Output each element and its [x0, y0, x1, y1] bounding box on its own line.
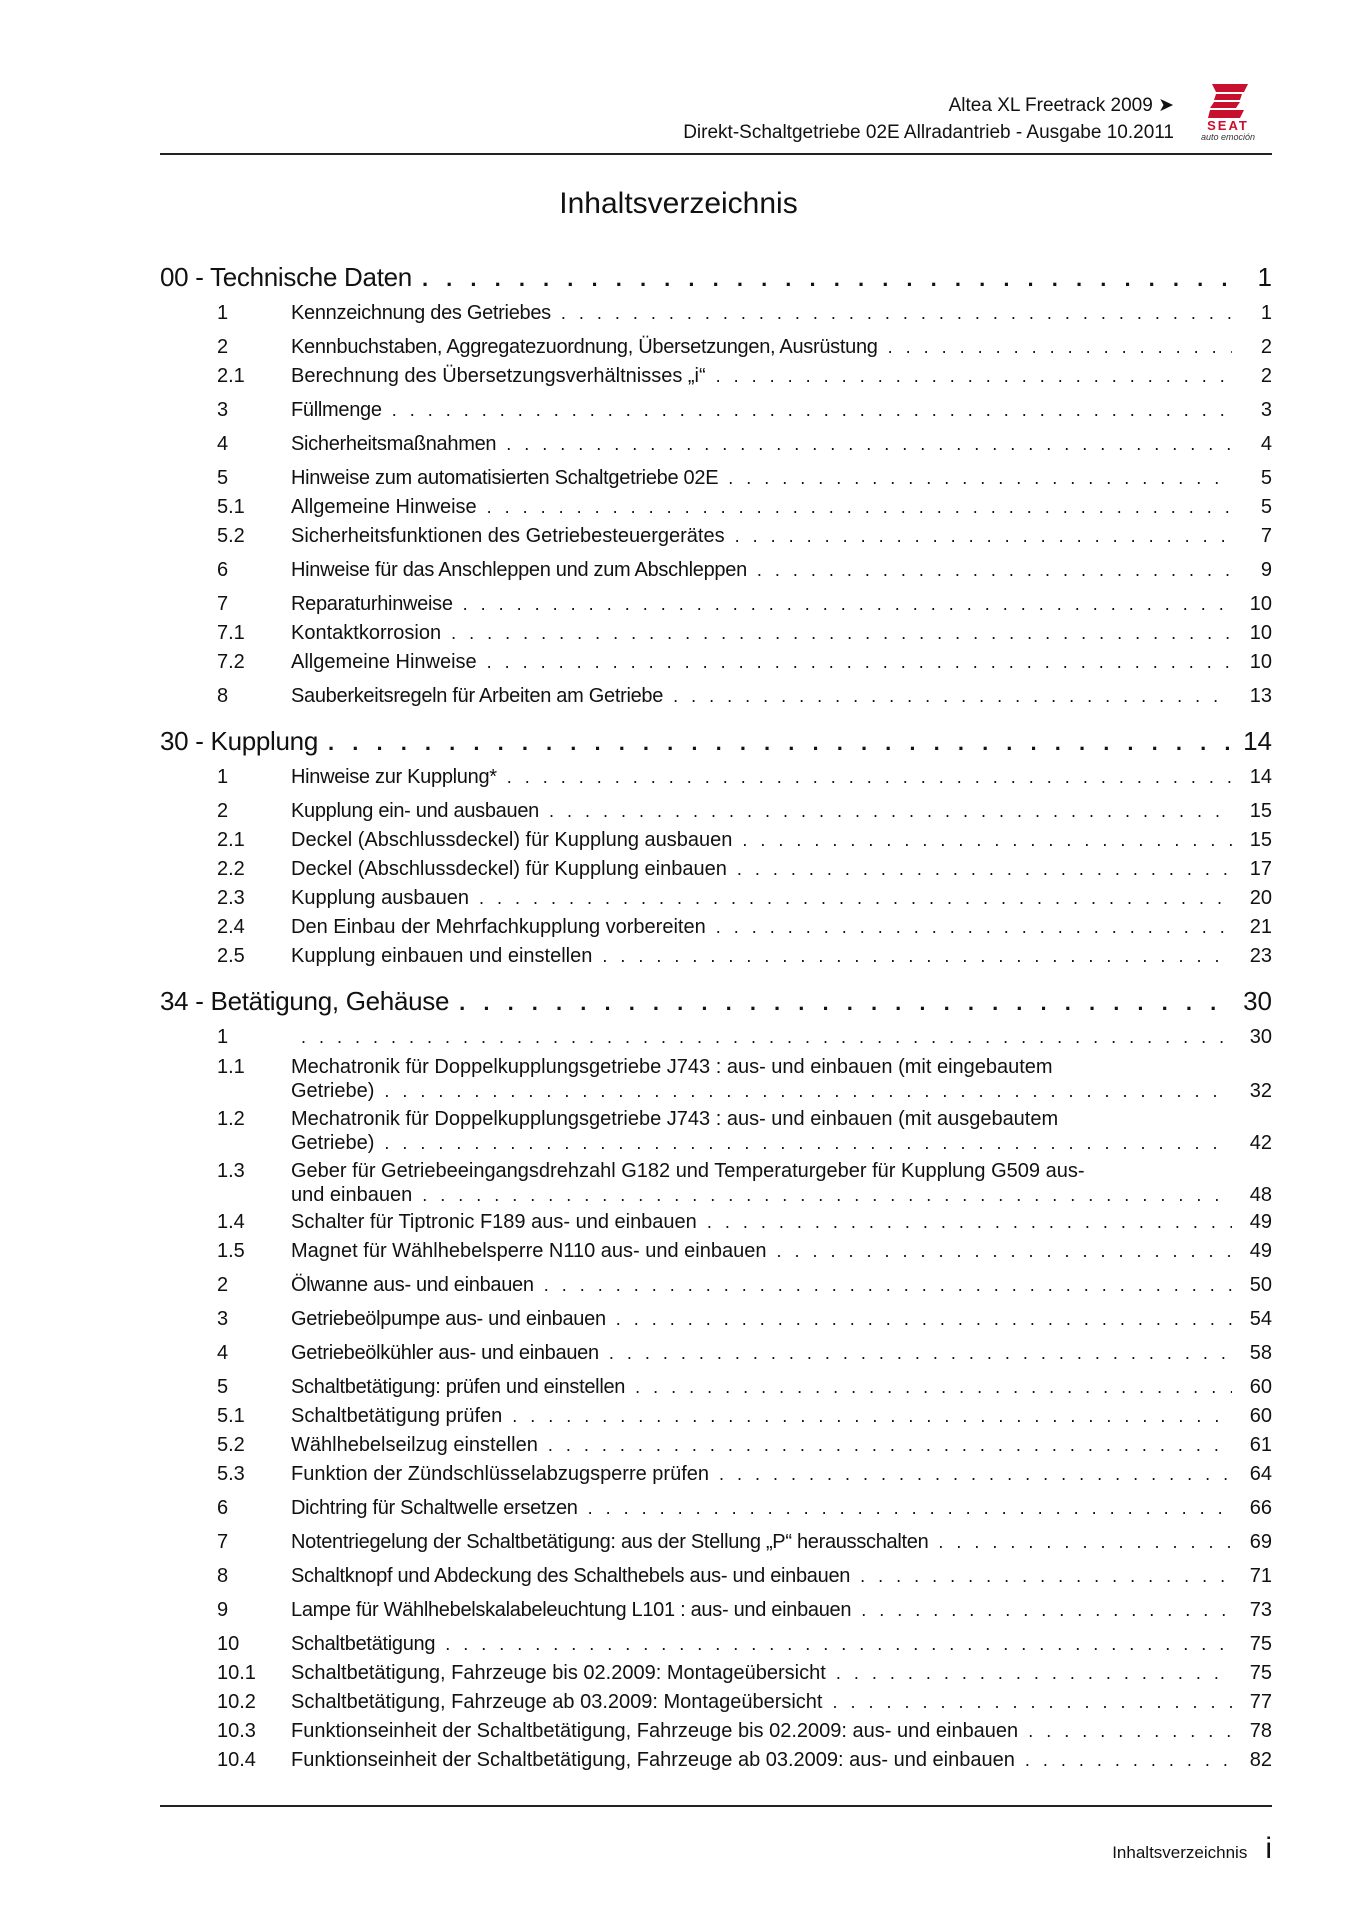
entry-page-number: 4: [1260, 433, 1272, 455]
entry-page-number: 75: [1249, 1662, 1272, 1684]
entry-page-number: 61: [1249, 1434, 1272, 1456]
entry-title-wrap: [291, 1107, 1238, 1155]
entry-page-number: 60: [1249, 1376, 1272, 1398]
entry-title: Schaltknopf und Abdeckung des Schalthebels aus- und einbauen: [291, 1565, 851, 1587]
toc-entry[interactable]: [160, 1342, 1272, 1371]
dot-leader: [487, 652, 1232, 673]
dot-leader: [832, 1692, 1232, 1713]
entry-title: Allgemeine Hinweise: [291, 496, 477, 518]
toc-entry[interactable]: [160, 1376, 1272, 1405]
entry-title: Sicherheitsfunktionen des Getriebesteuergerätes: [291, 525, 725, 547]
entry-page-number: 5: [1260, 496, 1272, 518]
entry-number: 7.2: [217, 651, 245, 673]
toc-entry[interactable]: [160, 1565, 1272, 1594]
entry-title: Hinweise für das Anschleppen und zum Abschleppen: [291, 559, 747, 581]
entry-title: Schaltbetätigung prüfen: [291, 1405, 503, 1427]
entry-page-number: 50: [1249, 1274, 1272, 1296]
toc-entry[interactable]: [160, 1599, 1272, 1628]
entry-title: Kontaktkorrosion: [291, 622, 442, 644]
entry-page-number: 64: [1249, 1463, 1272, 1485]
entry-page-number: 13: [1249, 685, 1272, 707]
page-footer: [1112, 1832, 1272, 1866]
entry-number: 5: [217, 1376, 229, 1398]
toc-entry[interactable]: [160, 766, 1272, 795]
dot-leader: [938, 1532, 1232, 1553]
entry-title: Allgemeine Hinweise: [291, 651, 477, 673]
entry-title: Magnet für Wählhebelsperre N110 aus- und einbauen: [291, 1240, 767, 1262]
toc-entry[interactable]: [160, 1107, 1272, 1159]
footer-divider: [160, 1805, 1272, 1807]
toc-entry[interactable]: [160, 1720, 1272, 1749]
dot-leader: [777, 1241, 1233, 1262]
dot-leader: [737, 859, 1232, 880]
dot-leader: [602, 946, 1232, 967]
dot-leader: [487, 497, 1232, 518]
entry-title: Berechnung des Übersetzungsverhältnisses „i“: [291, 365, 706, 387]
entry-page-number: 9: [1260, 559, 1272, 581]
entry-title: Mechatronik für Doppelkupplungsgetriebe J743 : aus- und einbauen (mit eingebautem: [291, 1056, 1053, 1078]
chapter-title: 30 - Kupplung: [160, 726, 319, 756]
footer-page-number: i: [1265, 1832, 1272, 1865]
dot-leader: [742, 830, 1232, 851]
entry-title: Geber für Getriebeeingangsdrehzahl G182 und Temperaturgeber für Kupplung G509 aus-: [291, 1160, 1085, 1182]
toc-entry[interactable]: [160, 1026, 1272, 1055]
entry-title-continuation-row: [291, 1079, 1238, 1103]
entry-title: Wählhebelseilzug einstellen: [291, 1434, 538, 1456]
toc-entry[interactable]: [160, 1308, 1272, 1337]
seat-logo: [1178, 80, 1278, 142]
entry-page-number: 73: [1249, 1599, 1272, 1621]
dot-leader: [549, 801, 1232, 822]
entry-title: Getriebeölkühler aus- und einbauen: [291, 1342, 599, 1364]
toc-entry[interactable]: [160, 1749, 1272, 1778]
dot-leader: [836, 1663, 1232, 1684]
entry-page-number: 21: [1249, 916, 1272, 938]
entry-number: 1.3: [217, 1160, 245, 1182]
dot-leader: [459, 990, 1232, 1016]
entry-page-number: 10: [1249, 593, 1272, 615]
entry-title: Dichtring für Schaltwelle ersetzen: [291, 1497, 578, 1519]
entry-page-number: 30: [1249, 1026, 1272, 1048]
dot-leader: [728, 468, 1232, 489]
brand-slogan: auto emoción: [1200, 132, 1256, 142]
header-manual-title: Direkt-Schaltgetriebe 02E Allradantrieb - Ausgabe 10.2011: [683, 122, 1174, 143]
dot-leader: [445, 1634, 1232, 1655]
entry-title: Hinweise zur Kupplung*: [291, 766, 497, 788]
dot-leader: [422, 266, 1232, 292]
entry-number: 1: [217, 302, 229, 324]
entry-page-number: 60: [1249, 1405, 1272, 1427]
entry-title: Sicherheitsmaßnahmen: [291, 433, 497, 455]
dot-leader: [635, 1377, 1232, 1398]
toc-entry[interactable]: [160, 887, 1272, 916]
entry-page-number: 15: [1249, 800, 1272, 822]
entry-title: Sauberkeitsregeln für Arbeiten am Getriebe: [291, 685, 664, 707]
entry-number: 2.3: [217, 887, 245, 909]
entry-title: Notentriegelung der Schaltbetätigung: aus der Stellung „P“ herausschalten: [291, 1531, 929, 1553]
toc-entry[interactable]: [160, 1531, 1272, 1560]
chapter-page-number: 1: [1257, 262, 1272, 292]
dot-leader: [1025, 1750, 1232, 1771]
chapter-page-number: 14: [1243, 726, 1272, 756]
toc-entry[interactable]: [160, 858, 1272, 887]
entry-title: Schalter für Tiptronic F189 aus- und einbauen: [291, 1211, 697, 1233]
dot-leader: [860, 1566, 1232, 1587]
toc-entry[interactable]: [160, 1274, 1272, 1303]
toc-chapter[interactable]: [160, 726, 1272, 766]
entry-number: 1: [217, 766, 229, 788]
entry-page-number: 77: [1249, 1691, 1272, 1713]
entry-title: Getriebeölpumpe aus- und einbauen: [291, 1308, 606, 1330]
toc-entry[interactable]: [160, 1055, 1272, 1107]
entry-title: Schaltbetätigung: prüfen und einstellen: [291, 1376, 626, 1398]
entry-number: 2.1: [217, 829, 245, 851]
entry-page-number: 1: [1260, 302, 1272, 324]
entry-number: 3: [217, 399, 229, 421]
entry-title: Kennzeichnung des Getriebes: [291, 302, 551, 324]
dot-leader: [479, 888, 1232, 909]
entry-number: 3: [217, 1308, 229, 1330]
entry-number: 8: [217, 1565, 229, 1587]
toc-entry[interactable]: [160, 1463, 1272, 1492]
entry-page-number: 49: [1249, 1211, 1272, 1233]
entry-page-number: 54: [1249, 1308, 1272, 1330]
toc-entry[interactable]: [160, 433, 1272, 462]
entry-title: Funktion der Zündschlüsselabzugsperre prüfen: [291, 1463, 710, 1485]
entry-number: 2: [217, 1274, 229, 1296]
toc-entry[interactable]: [160, 945, 1272, 974]
entry-page-number: 75: [1249, 1633, 1272, 1655]
dot-leader: [512, 1406, 1232, 1427]
entry-number: 2.4: [217, 916, 245, 938]
dot-leader: [707, 1212, 1232, 1233]
seat-s-emblem-icon: [1208, 84, 1248, 118]
entry-title-wrap: [291, 1055, 1238, 1103]
dot-leader: [588, 1498, 1232, 1519]
entry-title: Schaltbetätigung, Fahrzeuge ab 03.2009: Montageübersicht: [291, 1691, 823, 1713]
entry-page-number: 49: [1249, 1240, 1272, 1262]
dot-leader: [673, 686, 1232, 707]
page-header: [160, 94, 1174, 145]
entry-title-wrap: [291, 1159, 1238, 1207]
dot-leader: [561, 303, 1232, 324]
entry-title: Kupplung einbauen und einstellen: [291, 945, 593, 967]
entry-page-number: 42: [1249, 1132, 1272, 1154]
entry-title: Kupplung ein- und ausbauen: [291, 800, 539, 822]
toc-entry[interactable]: [160, 651, 1272, 680]
entry-number: 10.2: [217, 1691, 256, 1713]
toc-entry[interactable]: [160, 622, 1272, 651]
dot-leader: [716, 366, 1232, 387]
entry-number: 4: [217, 433, 229, 455]
dot-leader: [384, 1079, 1232, 1103]
dot-leader: [735, 526, 1232, 547]
entry-page-number: 10: [1249, 651, 1272, 673]
entry-number: 5.3: [217, 1463, 245, 1485]
toc-chapter[interactable]: [160, 986, 1272, 1026]
entry-title: Schaltbetätigung: [291, 1633, 436, 1655]
entry-number: 10: [217, 1633, 240, 1655]
toc-entry[interactable]: [160, 1633, 1272, 1662]
dot-leader: [888, 337, 1232, 358]
entry-number: 5.2: [217, 1434, 245, 1456]
brand-wordmark: SEAT: [1207, 118, 1249, 133]
entry-title: Füllmenge: [291, 399, 382, 421]
entry-number: 7: [217, 1531, 229, 1553]
entry-number: 1.4: [217, 1211, 245, 1233]
toc-entry[interactable]: [160, 593, 1272, 622]
table-of-contents: [160, 262, 1272, 1778]
entry-number: 6: [217, 559, 229, 581]
entry-page-number: 2: [1260, 365, 1272, 387]
entry-number: 4: [217, 1342, 229, 1364]
toc-entry[interactable]: [160, 1159, 1272, 1211]
toc-entry[interactable]: [160, 1405, 1272, 1434]
dot-leader: [719, 1464, 1232, 1485]
toc-entry[interactable]: [160, 1497, 1272, 1526]
entry-title-continuation: und einbauen: [291, 1184, 413, 1206]
dot-leader: [301, 1027, 1232, 1048]
dot-leader: [422, 1183, 1232, 1207]
toc-entry[interactable]: [160, 1691, 1272, 1720]
entry-page-number: 7: [1260, 525, 1272, 547]
entry-title-continuation: Getriebe): [291, 1132, 375, 1154]
entry-title: Hinweise zum automatisierten Schaltgetriebe 02E: [291, 467, 719, 489]
entry-page-number: 71: [1249, 1565, 1272, 1587]
entry-number: 6: [217, 1497, 229, 1519]
entry-title: Kupplung ausbauen: [291, 887, 469, 909]
entry-page-number: 69: [1249, 1531, 1272, 1553]
entry-number: 2: [217, 800, 229, 822]
entry-page-number: 48: [1249, 1184, 1272, 1206]
entry-number: 7: [217, 593, 229, 615]
entry-title-continuation: Getriebe): [291, 1080, 375, 1102]
toc-entry[interactable]: [160, 496, 1272, 525]
entry-number: 1.2: [217, 1108, 245, 1130]
entry-title: Lampe für Wählhebelskalabeleuchtung L101 : aus- und einbauen: [291, 1599, 852, 1621]
toc-entry[interactable]: [160, 336, 1272, 365]
entry-page-number: 15: [1249, 829, 1272, 851]
dot-leader: [328, 730, 1232, 756]
toc-entry[interactable]: [160, 525, 1272, 554]
entry-title-continuation-row: [291, 1131, 1238, 1155]
dot-leader: [506, 434, 1232, 455]
toc-entry[interactable]: [160, 1240, 1272, 1269]
toc-entry[interactable]: [160, 559, 1272, 588]
entry-number: 10.3: [217, 1720, 256, 1742]
entry-number: 5: [217, 467, 229, 489]
entry-page-number: 20: [1249, 887, 1272, 909]
entry-title: Den Einbau der Mehrfachkupplung vorbereiten: [291, 916, 706, 938]
entry-title: Mechatronik für Doppelkupplungsgetriebe J743 : aus- und einbauen (mit ausgebautem: [291, 1108, 1059, 1130]
toc-entry[interactable]: [160, 399, 1272, 428]
entry-page-number: 32: [1249, 1080, 1272, 1102]
dot-leader: [507, 767, 1232, 788]
entry-title: Deckel (Abschlussdeckel) für Kupplung einbauen: [291, 858, 727, 880]
entry-title-continuation-row: [291, 1183, 1238, 1207]
dot-leader: [616, 1309, 1232, 1330]
entry-page-number: 78: [1249, 1720, 1272, 1742]
entry-number: 10.1: [217, 1662, 256, 1684]
entry-number: 8: [217, 685, 229, 707]
entry-number: 7.1: [217, 622, 245, 644]
entry-title: Funktionseinheit der Schaltbetätigung, Fahrzeuge bis 02.2009: aus- und einbauen: [291, 1720, 1019, 1742]
dot-leader: [463, 594, 1232, 615]
toc-entry[interactable]: [160, 685, 1272, 714]
toc-entry[interactable]: [160, 1662, 1272, 1691]
chapter-title: 00 - Technische Daten: [160, 262, 412, 292]
entry-page-number: 66: [1249, 1497, 1272, 1519]
entry-page-number: 58: [1249, 1342, 1272, 1364]
entry-page-number: 17: [1249, 858, 1272, 880]
dot-leader: [609, 1343, 1232, 1364]
entry-number: 5.2: [217, 525, 245, 547]
dot-leader: [548, 1435, 1232, 1456]
toc-entry[interactable]: [160, 829, 1272, 858]
entry-number: 1.5: [217, 1240, 245, 1262]
entry-number: 9: [217, 1599, 229, 1621]
page-title: Inhaltsverzeichnis: [559, 187, 798, 220]
dot-leader: [544, 1275, 1232, 1296]
toc-entry[interactable]: [160, 916, 1272, 945]
entry-page-number: 5: [1260, 467, 1272, 489]
entry-title: Reparaturhinweise: [291, 593, 453, 615]
entry-page-number: 14: [1249, 766, 1272, 788]
entry-title: Schaltbetätigung, Fahrzeuge bis 02.2009: Montageübersicht: [291, 1662, 826, 1684]
entry-number: 1: [217, 1026, 229, 1048]
entry-title: Funktionseinheit der Schaltbetätigung, Fahrzeuge ab 03.2009: aus- und einbauen: [291, 1749, 1015, 1771]
entry-number: 5.1: [217, 1405, 245, 1427]
entry-title: Ölwanne aus- und einbauen: [291, 1274, 534, 1296]
chapter-title: 34 - Betätigung, Gehäuse: [160, 986, 450, 1016]
toc-entry[interactable]: [160, 467, 1272, 496]
toc-entry[interactable]: [160, 365, 1272, 394]
entry-number: 2.1: [217, 365, 245, 387]
entry-page-number: 2: [1260, 336, 1272, 358]
entry-number: 1.1: [217, 1056, 245, 1078]
entry-page-number: 3: [1260, 399, 1272, 421]
dot-leader: [861, 1600, 1232, 1621]
header-divider: [160, 153, 1272, 155]
chapter-page-number: 30: [1243, 986, 1272, 1016]
entry-number: 2.5: [217, 945, 245, 967]
toc-entry[interactable]: [160, 800, 1272, 829]
dot-leader: [716, 917, 1232, 938]
dot-leader: [757, 560, 1232, 581]
footer-label: Inhaltsverzeichnis: [1112, 1843, 1248, 1862]
entry-number: 2.2: [217, 858, 245, 880]
toc-entry[interactable]: [160, 302, 1272, 331]
entry-title: Kennbuchstaben, Aggregatezuordnung, Übersetzungen, Ausrüstung: [291, 336, 878, 358]
dot-leader: [451, 623, 1232, 644]
entry-page-number: 82: [1249, 1749, 1272, 1771]
entry-title: Deckel (Abschlussdeckel) für Kupplung ausbauen: [291, 829, 733, 851]
dot-leader: [1028, 1721, 1232, 1742]
toc-chapter[interactable]: [160, 262, 1272, 302]
dot-leader: [392, 400, 1232, 421]
dot-leader: [384, 1131, 1232, 1155]
entry-number: 2: [217, 336, 229, 358]
entry-page-number: 23: [1249, 945, 1272, 967]
header-model: Altea XL Freetrack 2009 ➤: [948, 95, 1174, 116]
entry-number: 10.4: [217, 1749, 256, 1771]
entry-page-number: 10: [1249, 622, 1272, 644]
toc-entry[interactable]: [160, 1211, 1272, 1240]
entry-number: 5.1: [217, 496, 245, 518]
toc-entry[interactable]: [160, 1434, 1272, 1463]
